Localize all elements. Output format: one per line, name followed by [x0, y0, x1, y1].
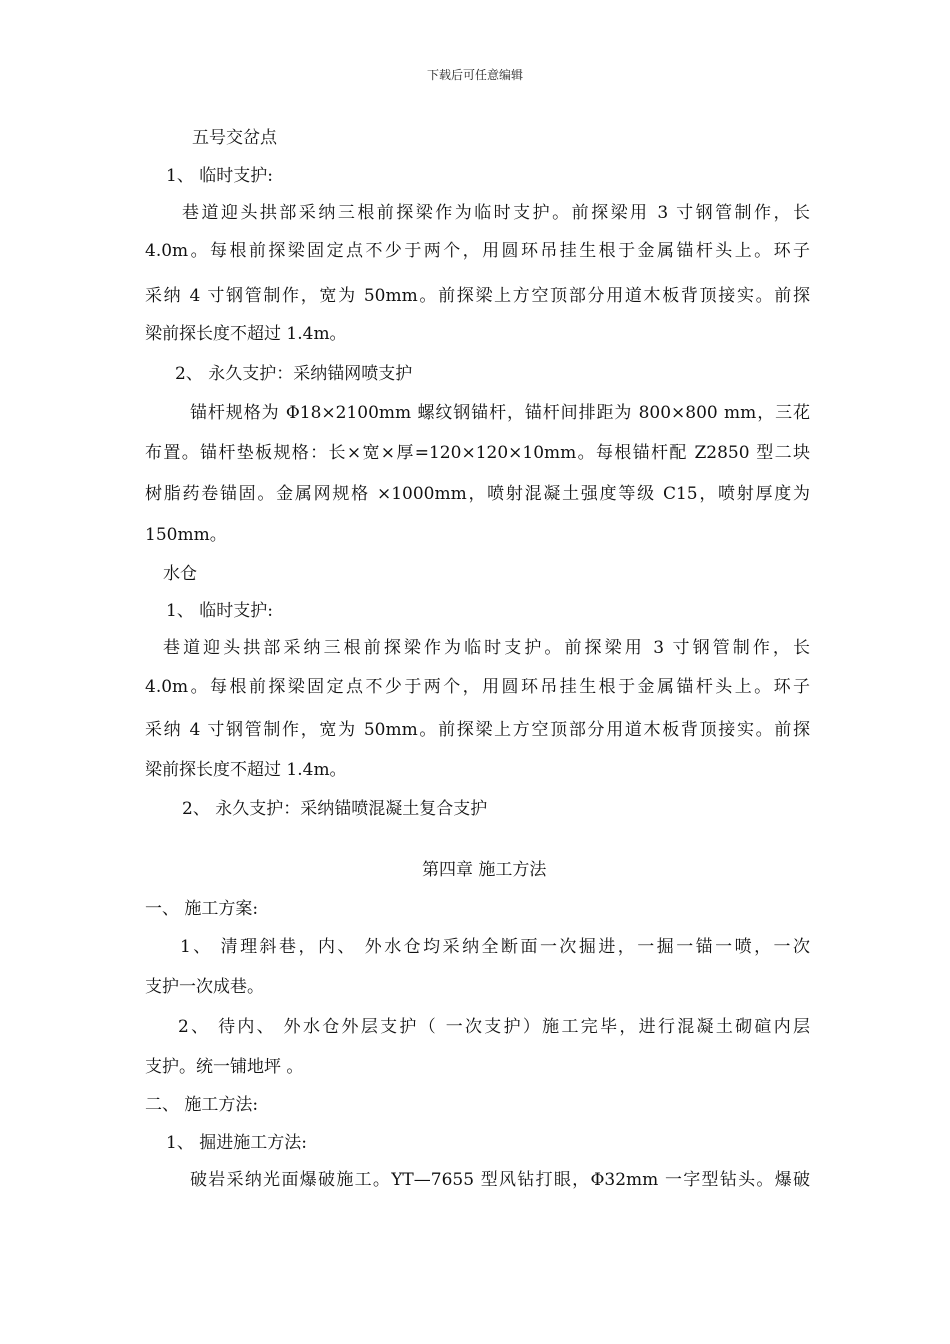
paragraph-line: 采纳 4 寸钢管制作，宽为 50mm。前探梁上方空顶部分用道木板背顶接实。前探: [145, 286, 810, 306]
section-heading: 二、 施工方法:: [145, 1095, 259, 1115]
paragraph-line: 支护。统一铺地坪 。: [145, 1057, 304, 1077]
paragraph-line: 破岩采纳光面爆破施工。YT—7655 型风钻打眼，Φ32mm 一字型钻头。爆破: [190, 1170, 810, 1190]
paragraph-line: 4.0m。每根前探梁固定点不少于两个，用圆环吊挂生根于金属锚杆头上。环子: [145, 241, 810, 261]
paragraph-line: 支护一次成巷。: [145, 977, 264, 997]
paragraph-line: 150mm。: [145, 525, 227, 545]
item-heading: 2、 永久支护：采纳锚喷混凝土复合支护: [182, 799, 488, 819]
paragraph-line: 2、 待内、 外水仓外层支护（ 一次支护）施工完毕，进行混凝土砌碹内层: [178, 1017, 810, 1037]
paragraph-line: 巷道迎头拱部采纳三根前探梁作为临时支护。前探梁用 3 寸钢管制作，长: [182, 203, 810, 223]
paragraph-line: 树脂药卷锚固。金属网规格 ×1000mm，喷射混凝土强度等级 C15，喷射厚度为: [145, 484, 810, 504]
page-header: 下载后可任意编辑: [426, 68, 523, 82]
section-heading: 一、 施工方案:: [145, 899, 259, 919]
paragraph-line: 1、 清理斜巷，内、 外水仓均采纳全断面一次掘进，一掘一锚一喷，一次: [180, 937, 810, 957]
paragraph-line: 4.0m。每根前探梁固定点不少于两个，用圆环吊挂生根于金属锚杆头上。环子: [145, 677, 810, 697]
chapter-title: 第四章 施工方法: [422, 860, 547, 880]
paragraph-line: 巷道迎头拱部采纳三根前探梁作为临时支护。前探梁用 3 寸钢管制作，长: [163, 638, 810, 658]
paragraph-line: 采纳 4 寸钢管制作，宽为 50mm。前探梁上方空顶部分用道木板背顶接实。前探: [145, 720, 810, 740]
section-title-sump: 水仓: [163, 564, 197, 584]
paragraph-line: 梁前探长度不超过 1.4m。: [145, 324, 347, 344]
item-heading: 1、 临时支护:: [166, 166, 273, 186]
paragraph-line: 梁前探长度不超过 1.4m。: [145, 760, 347, 780]
item-heading: 1、 临时支护:: [166, 601, 273, 621]
paragraph-line: 布置。锚杆垫板规格：长×宽×厚=120×120×10mm。每根锚杆配 Z2850 型二块: [145, 443, 810, 463]
section-title-junction: 五号交岔点: [192, 128, 277, 148]
paragraph-line: 锚杆规格为 Φ18×2100mm 螺纹钢锚杆，锚杆间排距为 800×800 mm，三花: [190, 403, 810, 423]
item-heading: 2、 永久支护：采纳锚网喷支护: [175, 364, 413, 384]
item-heading: 1、 掘进施工方法:: [166, 1133, 307, 1153]
